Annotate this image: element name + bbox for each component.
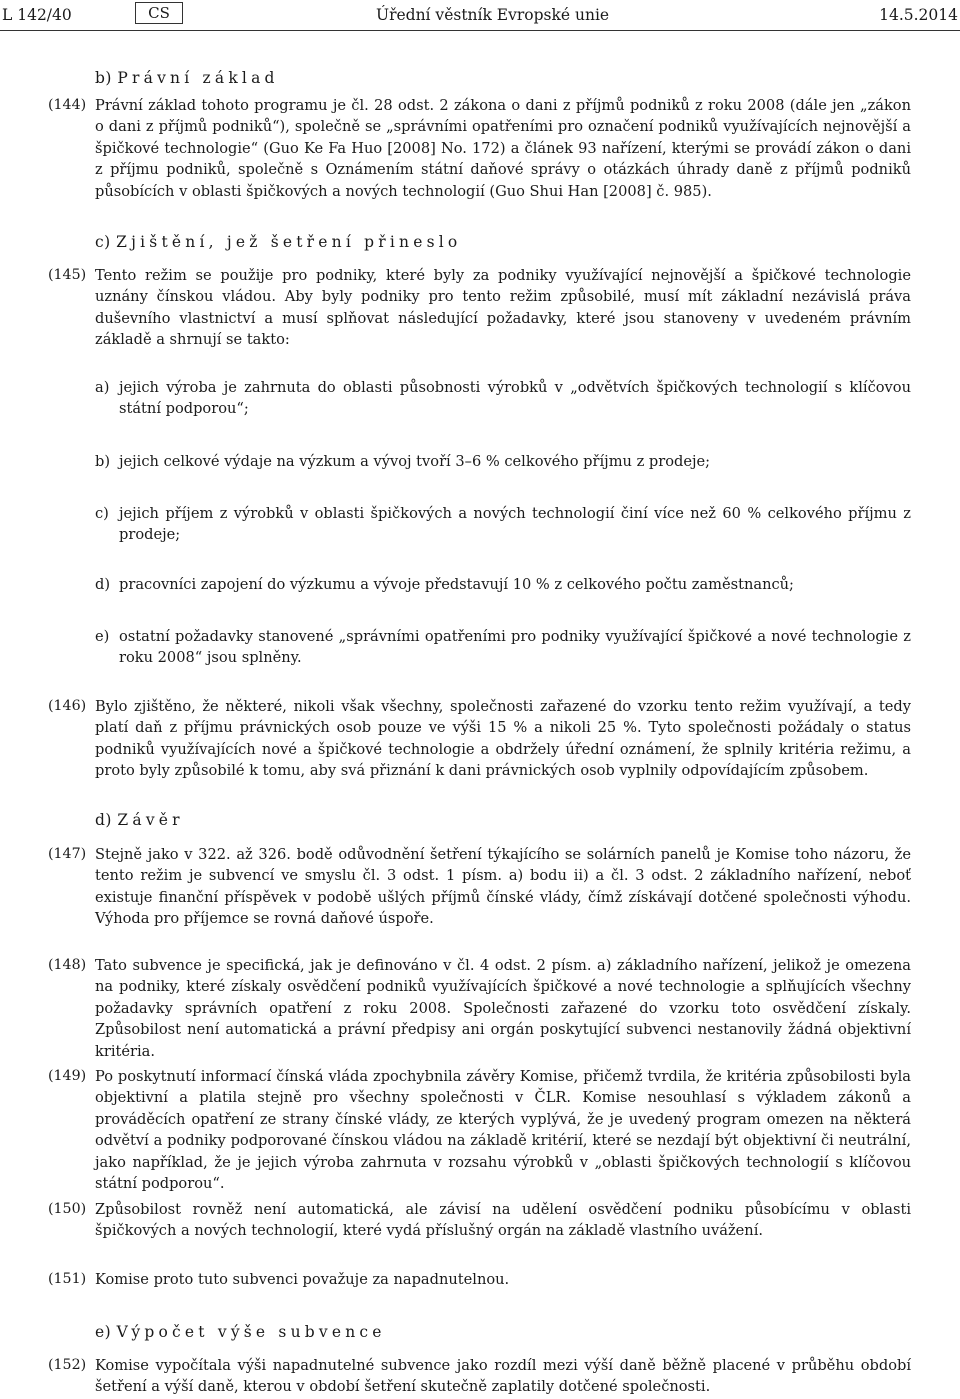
header-divider	[0, 30, 960, 31]
paragraph-number: (146)	[48, 698, 87, 714]
paragraph-text: Bylo zjištěno, že některé, nikoli však všechny, společnosti zařazené do vzorku tento režim využívají, a tedy platí daň z příjmu právnických osob pouze ve výši 15 % a nikoli 25 %. Tyto společnosti požádaly o status podniků využívajících nové a špičkové technologie a obdržely úřední oznámení, že splnily kritéria režimu, a proto byly způsobilé k tomu, aby svá přiznání k dani právnických osob vyplnily odpovídajícím způsobem.	[95, 698, 911, 780]
paragraph-number: (145)	[48, 267, 87, 283]
page-header	[0, 2, 960, 26]
requirement-label: a)	[95, 379, 110, 396]
requirement-a	[95, 377, 911, 420]
paragraph-152	[0, 1355, 960, 1398]
requirement-text: jejich celkové výdaje na výzkum a vývoj tvoří 3–6 % celkového příjmu z prodeje;	[119, 453, 711, 470]
language-badge: CS	[135, 2, 183, 24]
paragraph-text: Právní základ tohoto programu je čl. 28 odst. 2 zákona o dani z příjmů podniků z roku 2008 (dále jen „zákon o dani z příjmů podniků“), společně se „správními opatřeními pro označení podniků využívajících nejnovější a špičkové technologie“ (Guo Ke Fa Huo [2008] No. 172) a článek 93 nařízení, kterými se provádí zákon o dani z příjmu podniků, společně s Oznámením státní daňové správy o otázkách úhrady daně z příjmů podniků působících v oblasti špičkových a nových technologií (Guo Shui Han [2008] č. 985).	[95, 97, 911, 200]
paragraph-number: (151)	[48, 1271, 87, 1287]
paragraph-number: (148)	[48, 957, 87, 973]
paragraph-number: (144)	[48, 97, 87, 113]
paragraph-145	[0, 265, 960, 351]
paragraph-146	[0, 696, 960, 782]
section-heading-d	[95, 810, 184, 831]
section-title: Výpočet výše subvence	[116, 1323, 386, 1341]
section-title: Závěr	[117, 811, 184, 829]
requirement-text: ostatní požadavky stanovené „správními opatřeními pro podniky využívající špičkové a nové technologie z roku 2008“ jsou splněny.	[119, 628, 911, 667]
paragraph-144	[0, 95, 960, 202]
paragraph-text: Komise proto tuto subvenci považuje za napadnutelnou.	[95, 1271, 510, 1288]
section-letter: d)	[95, 811, 112, 829]
paragraph-text: Tato subvence je specifická, jak je definováno v čl. 4 odst. 2 písm. a) základního nařízení, jelikož je omezena na podniky, které získaly osvědčení podniků využívajících špičkové a nové technologie a splňujících všechny požadavky správních opatření z roku 2008. Společnosti zařazené do vzorku toto osvědčení získaly. Způsobilost není automatická a právní předpisy ani orgán poskytující subvenci nestanovily žádná objektivní kritéria.	[95, 957, 911, 1060]
section-heading-c	[95, 232, 461, 253]
page-number: L 142/40	[2, 6, 72, 24]
requirement-d	[95, 574, 911, 595]
journal-title: Úřední věstník Evropské unie	[376, 6, 610, 24]
paragraph-text: Stejně jako v 322. až 326. bodě odůvodnění šetření týkajícího se solárních panelů je Komise toho názoru, že tento režim je subvencí ve smyslu čl. 3 odst. 1 písm. a) bodu ii) a čl. 3 odst. 2 základního nařízení, neboť existuje finanční příspěvek v podobě ušlých příjmů čínské vlády, čímž získávají dotčené společnosti výhodu. Výhoda pro příjemce se rovná daňové úspoře.	[95, 846, 911, 928]
section-heading-e	[95, 1322, 386, 1343]
paragraph-151	[0, 1269, 960, 1290]
requirement-label: c)	[95, 505, 109, 522]
paragraph-148	[0, 955, 960, 1062]
paragraph-150	[0, 1199, 960, 1242]
paragraph-number: (150)	[48, 1201, 87, 1217]
paragraph-147	[0, 844, 960, 930]
paragraph-149	[0, 1066, 960, 1194]
requirement-label: e)	[95, 628, 110, 645]
paragraph-text: Způsobilost rovněž není automatická, ale závisí na udělení osvědčení podniku působícímu v oblasti špičkových a nových technologií, které vydá příslušný orgán na základě vlastního uvážení.	[95, 1201, 911, 1240]
requirement-e	[95, 626, 911, 669]
requirement-text: pracovníci zapojení do výzkumu a vývoje představují 10 % z celkového počtu zaměstnanců;	[119, 576, 794, 593]
paragraph-number: (152)	[48, 1357, 87, 1373]
paragraph-text: Komise vypočítala výši napadnutelné subvence jako rozdíl mezi výší daně běžně placené v průběhu období šetření a výší daně, kterou v období šetření skutečně zaplatily dotčené společnosti.	[95, 1357, 911, 1396]
section-title: Zjištění, jež šetření přineslo	[116, 233, 462, 251]
requirement-c	[95, 503, 911, 546]
paragraph-number: (149)	[48, 1068, 87, 1084]
section-letter: c)	[95, 233, 111, 251]
section-letter: b)	[95, 69, 112, 87]
paragraph-text: Po poskytnutí informací čínská vláda zpochybnila závěry Komise, přičemž tvrdila, že kritéria způsobilosti byla objektivní a platila stejně pro všechny společnosti v ČLR. Komise nesouhlasí s výkladem zákonů a prováděcích opatření ze strany čínské vlády, ze kterých vyplývá, že je uvedený program omezen na některá odvětví a podniky podporované čínskou vládou na základě kritérií, které se nezdají být objektivní či neutrální, jako například, že je jejich výroba zahrnuta v rozsahu výrobků v „oblasti špičkových technologií s klíčovou státní podporou“.	[95, 1068, 911, 1193]
section-letter: e)	[95, 1323, 112, 1341]
requirement-label: d)	[95, 576, 111, 593]
publication-date: 14.5.2014	[879, 6, 958, 24]
paragraph-number: (147)	[48, 846, 87, 862]
requirement-b	[95, 451, 911, 472]
section-title: Právní základ	[117, 69, 279, 87]
requirement-text: jejich výroba je zahrnuta do oblasti působnosti výrobků v „odvětvích špičkových technologií s klíčovou státní podporou“;	[119, 379, 911, 418]
requirement-text: jejich příjem z výrobků v oblasti špičkových a nových technologií činí více než 60 % celkového příjmu z prodeje;	[119, 505, 911, 544]
paragraph-text: Tento režim se použije pro podniky, které byly za podniky využívající nejnovější a špičkové technologie uznány čínskou vládou. Aby byly podniky pro tento režim způsobilé, musí mít základní nezávislá práva duševního vlastnictví a musí splňovat následující požadavky, které jsou stanoveny v uvedeném právním základě a shrnují se takto:	[95, 267, 911, 349]
section-heading-b	[95, 68, 279, 89]
requirement-label: b)	[95, 453, 111, 470]
